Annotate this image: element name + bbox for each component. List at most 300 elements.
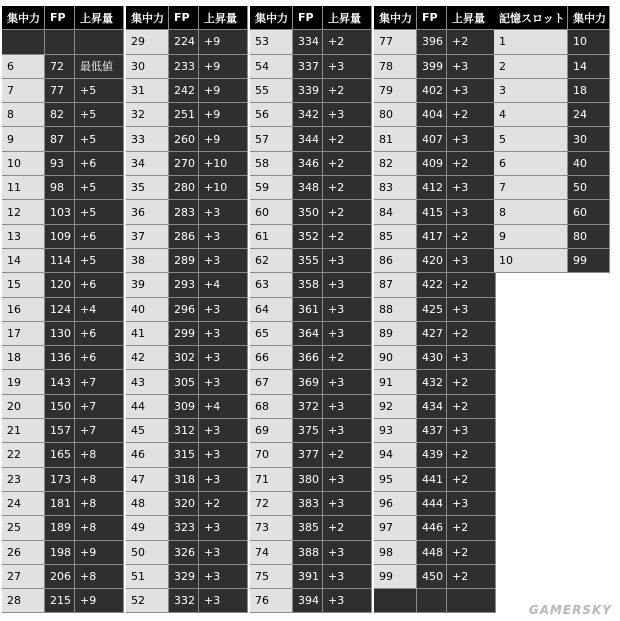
fp-cell: 315 [169,443,199,467]
fp-cell: 270 [169,152,199,176]
fp-cell: 439 [417,443,447,467]
table-row [250,419,372,443]
increase-cell: +3 [199,249,248,273]
focus-cell: 81 [374,127,417,151]
table-row [374,443,496,467]
table-row [2,346,124,370]
header-increase: 上昇量 [199,6,248,30]
table-row [494,249,610,273]
focus-cell: 23 [2,468,45,492]
table-row [126,541,248,565]
increase-cell: +3 [199,322,248,346]
table-row [250,395,372,419]
fp-cell: 93 [45,152,75,176]
table-row [250,55,372,79]
increase-cell: +3 [323,103,372,127]
fp-cell: 448 [417,541,447,565]
table-header-row [250,6,372,30]
focus-cell: 18 [2,346,45,370]
table-row [126,200,248,224]
table-header-row [126,6,248,30]
focus-cell: 55 [250,79,293,103]
focus-cell: 50 [126,541,169,565]
fp-cell: 189 [45,516,75,540]
increase-cell: +3 [323,370,372,394]
table-row [2,298,124,322]
table-header-row [494,6,610,30]
table-row [250,370,372,394]
increase-cell: +9 [199,55,248,79]
increase-cell: +3 [323,541,372,565]
focus-cell: 9 [2,127,45,151]
table-row [374,79,496,103]
table-row [126,298,248,322]
fp-cell: 342 [293,103,323,127]
table-row [374,419,496,443]
table-row [126,468,248,492]
focus-cell: 43 [126,370,169,394]
table-row [250,541,372,565]
table-row [494,103,610,127]
table-row [2,127,124,151]
focus-cell: 78 [374,55,417,79]
increase-cell: +2 [323,225,372,249]
increase-cell: +3 [323,298,372,322]
focus-table-4 [374,6,496,613]
focus-cell: 63 [250,273,293,297]
focus-cell: 99 [568,249,610,273]
focus-cell: 42 [126,346,169,370]
table-row [126,30,248,54]
header-focus: 集中力 [2,6,45,30]
table-row [2,273,124,297]
table-row [126,273,248,297]
fp-cell: 383 [293,492,323,516]
table-row [374,589,496,613]
increase-cell: +2 [447,443,496,467]
table-row [494,200,610,224]
table-row [250,346,372,370]
table-row [126,79,248,103]
increase-cell: +3 [323,395,372,419]
fp-cell: 364 [293,322,323,346]
focus-cell: 22 [2,443,45,467]
increase-cell: +3 [199,589,248,613]
focus-cell: 66 [250,346,293,370]
fp-cell: 77 [45,79,75,103]
table-row [374,127,496,151]
table-row [250,516,372,540]
focus-cell: 28 [2,589,45,613]
focus-cell: 38 [126,249,169,273]
memory-slot-cell: 10 [494,249,568,273]
fp-cell: 215 [45,589,75,613]
table-row [374,249,496,273]
table-row [250,152,372,176]
table-row [374,565,496,589]
fp-cell: 136 [45,346,75,370]
increase-cell: +7 [75,395,124,419]
fp-cell: 450 [417,565,447,589]
increase-cell: +3 [199,200,248,224]
focus-cell: 54 [250,55,293,79]
table-row [374,492,496,516]
fp-cell: 114 [45,249,75,273]
increase-cell: +2 [447,468,496,492]
table-row [2,589,124,613]
increase-cell: +8 [75,492,124,516]
focus-cell: 67 [250,370,293,394]
table-row [374,395,496,419]
fp-cell: 173 [45,468,75,492]
table-row [126,322,248,346]
focus-cell: 7 [2,79,45,103]
fp-cell: 385 [293,516,323,540]
increase-cell: +4 [199,273,248,297]
increase-cell: +6 [75,273,124,297]
focus-cell: 15 [2,273,45,297]
fp-cell: 427 [417,322,447,346]
fp-cell: 293 [169,273,199,297]
increase-cell: +5 [75,200,124,224]
fp-cell: 103 [45,200,75,224]
table-row [374,273,496,297]
table-row [250,30,372,54]
focus-cell: 58 [250,152,293,176]
increase-cell: 最低値 [75,55,124,79]
increase-cell: +3 [447,346,496,370]
focus-cell: 20 [2,395,45,419]
focus-cell: 86 [374,249,417,273]
focus-cell: 65 [250,322,293,346]
focus-cell: 36 [126,200,169,224]
focus-cell: 53 [250,30,293,54]
increase-cell: +3 [199,516,248,540]
table-row [250,79,372,103]
fp-cell: 82 [45,103,75,127]
table-row [126,127,248,151]
increase-cell: +6 [75,346,124,370]
focus-cell: 99 [374,565,417,589]
fp-cell: 441 [417,468,447,492]
memory-slot-cell: 9 [494,225,568,249]
increase-cell: +3 [447,419,496,443]
fp-cell: 286 [169,225,199,249]
fp-cell [417,589,447,613]
focus-cell: 70 [250,443,293,467]
fp-cell: 415 [417,200,447,224]
increase-cell: +3 [447,79,496,103]
table-row [126,103,248,127]
fp-cell: 318 [169,468,199,492]
focus-cell: 94 [374,443,417,467]
header-focus: 集中力 [250,6,293,30]
fp-cell: 289 [169,249,199,273]
focus-cell: 6 [2,55,45,79]
table-row [250,589,372,613]
focus-table-1 [2,6,124,613]
table-row [2,103,124,127]
memory-slot-cell: 5 [494,127,568,151]
focus-cell: 50 [568,176,610,200]
focus-table-2 [126,6,248,613]
focus-cell: 90 [374,346,417,370]
increase-cell: +3 [199,443,248,467]
fp-cell: 323 [169,516,199,540]
fp-cell: 361 [293,298,323,322]
increase-cell: +2 [323,79,372,103]
header-increase: 上昇量 [75,6,124,30]
fp-cell: 444 [417,492,447,516]
focus-cell: 64 [250,298,293,322]
fp-cell: 302 [169,346,199,370]
increase-cell: +3 [199,468,248,492]
table-row [126,589,248,613]
fp-cell: 165 [45,443,75,467]
focus-cell: 37 [126,225,169,249]
table-row [2,322,124,346]
table-row [250,200,372,224]
focus-cell: 40 [126,298,169,322]
table-row [250,249,372,273]
memory-slot-table [494,6,610,273]
header-focus: 集中力 [374,6,417,30]
increase-cell: +10 [199,152,248,176]
table-row [2,55,124,79]
increase-cell: +9 [199,30,248,54]
fp-cell: 402 [417,79,447,103]
header-fp: FP [169,6,199,30]
header-memory-slot: 記憶スロット [494,6,568,30]
focus-cell: 56 [250,103,293,127]
increase-cell: +2 [447,225,496,249]
focus-cell: 46 [126,443,169,467]
table-row [126,370,248,394]
increase-cell: +8 [75,516,124,540]
table-row [2,225,124,249]
fp-cell: 339 [293,79,323,103]
memory-slot-cell: 7 [494,176,568,200]
increase-cell: +4 [199,395,248,419]
table-row [250,322,372,346]
memory-slot-cell: 4 [494,103,568,127]
table-row [2,492,124,516]
table-row [2,30,124,54]
focus-cell: 87 [374,273,417,297]
fp-cell: 434 [417,395,447,419]
table-row [250,103,372,127]
focus-table-3 [250,6,372,613]
table-row [374,468,496,492]
table-row [250,298,372,322]
fp-cell: 280 [169,176,199,200]
increase-cell: +2 [447,273,496,297]
focus-cell: 14 [568,55,610,79]
focus-cell: 84 [374,200,417,224]
table-row [250,492,372,516]
increase-cell: +2 [447,516,496,540]
fp-cell: 143 [45,370,75,394]
focus-cell: 57 [250,127,293,151]
increase-cell: +2 [447,152,496,176]
fp-cell: 437 [417,419,447,443]
table-row [374,103,496,127]
increase-cell: +2 [323,176,372,200]
fp-cell: 358 [293,273,323,297]
focus-cell: 92 [374,395,417,419]
fp-cell: 332 [169,589,199,613]
header-fp: FP [417,6,447,30]
focus-cell: 30 [126,55,169,79]
fp-cell: 260 [169,127,199,151]
fp-cell: 320 [169,492,199,516]
table-row [126,492,248,516]
fp-cell: 422 [417,273,447,297]
focus-cell: 12 [2,200,45,224]
fp-cell: 344 [293,127,323,151]
fp-cell: 407 [417,127,447,151]
table-row [2,249,124,273]
table-row [2,176,124,200]
increase-cell: +2 [323,200,372,224]
increase-cell: +2 [323,516,372,540]
fp-cell: 181 [45,492,75,516]
increase-cell: +3 [447,176,496,200]
focus-cell: 68 [250,395,293,419]
fp-cell: 399 [417,55,447,79]
table-row [2,443,124,467]
fp-cell: 305 [169,370,199,394]
focus-cell: 89 [374,322,417,346]
table-row [250,565,372,589]
focus-cell: 61 [250,225,293,249]
memory-slot-cell: 6 [494,152,568,176]
increase-cell: +7 [75,419,124,443]
fp-cell: 355 [293,249,323,273]
increase-cell: +3 [447,200,496,224]
table-row [374,322,496,346]
table-row [2,419,124,443]
table-row [126,225,248,249]
table-header-row [374,6,496,30]
table-row [494,225,610,249]
focus-cell: 24 [2,492,45,516]
increase-cell: +6 [75,225,124,249]
table-row [374,346,496,370]
focus-cell: 19 [2,370,45,394]
fp-cell: 409 [417,152,447,176]
fp-cell: 72 [45,55,75,79]
table-row [126,55,248,79]
increase-cell: +3 [323,322,372,346]
focus-cell: 48 [126,492,169,516]
focus-cell: 88 [374,298,417,322]
focus-cell: 45 [126,419,169,443]
focus-cell: 39 [126,273,169,297]
increase-cell: +5 [75,79,124,103]
fp-cell: 283 [169,200,199,224]
table-row [2,565,124,589]
table-row [126,395,248,419]
focus-cell: 27 [2,565,45,589]
increase-cell: +5 [75,176,124,200]
table-row [250,127,372,151]
focus-cell: 82 [374,152,417,176]
increase-cell: +6 [75,152,124,176]
fp-cell: 432 [417,370,447,394]
focus-cell: 74 [250,541,293,565]
increase-cell: +3 [199,298,248,322]
increase-cell: +9 [199,79,248,103]
focus-cell: 17 [2,322,45,346]
fp-cell: 124 [45,298,75,322]
fp-cell: 380 [293,468,323,492]
table-row [2,468,124,492]
table-row [374,370,496,394]
fp-cell: 329 [169,565,199,589]
increase-cell: +3 [323,55,372,79]
focus-cell: 85 [374,225,417,249]
focus-cell: 24 [568,103,610,127]
increase-cell: +2 [447,395,496,419]
table-row [374,176,496,200]
focus-cell: 18 [568,79,610,103]
focus-cell: 59 [250,176,293,200]
increase-cell: +3 [323,589,372,613]
header-fp: FP [293,6,323,30]
fp-cell: 375 [293,419,323,443]
fp-cell: 120 [45,273,75,297]
fp-cell: 396 [417,30,447,54]
header-focus: 集中力 [126,6,169,30]
table-row [374,30,496,54]
focus-cell: 75 [250,565,293,589]
increase-cell: +8 [75,443,124,467]
increase-cell: +2 [323,346,372,370]
focus-cell: 16 [2,298,45,322]
focus-cell: 32 [126,103,169,127]
header-increase: 上昇量 [447,6,496,30]
focus-cell: 95 [374,468,417,492]
increase-cell: +5 [75,249,124,273]
focus-cell: 80 [568,225,610,249]
focus-cell: 62 [250,249,293,273]
focus-cell: 10 [2,152,45,176]
increase-cell: +6 [75,322,124,346]
table-row [126,176,248,200]
focus-cell: 21 [2,419,45,443]
increase-cell: +9 [199,127,248,151]
table-row [494,79,610,103]
header-focus: 集中力 [568,6,610,30]
increase-cell: +9 [75,589,124,613]
focus-cell: 77 [374,30,417,54]
increase-cell: +3 [323,273,372,297]
focus-cell: 30 [568,127,610,151]
fp-cell: 352 [293,225,323,249]
increase-cell: +3 [447,127,496,151]
fp-cell: 372 [293,395,323,419]
header-fp: FP [45,6,75,30]
fp-cell: 233 [169,55,199,79]
increase-cell: +9 [199,103,248,127]
focus-cell: 60 [250,200,293,224]
fp-cell: 130 [45,322,75,346]
memory-slot-cell: 3 [494,79,568,103]
increase-cell: +8 [75,565,124,589]
fp-cell: 251 [169,103,199,127]
table-row [374,225,496,249]
